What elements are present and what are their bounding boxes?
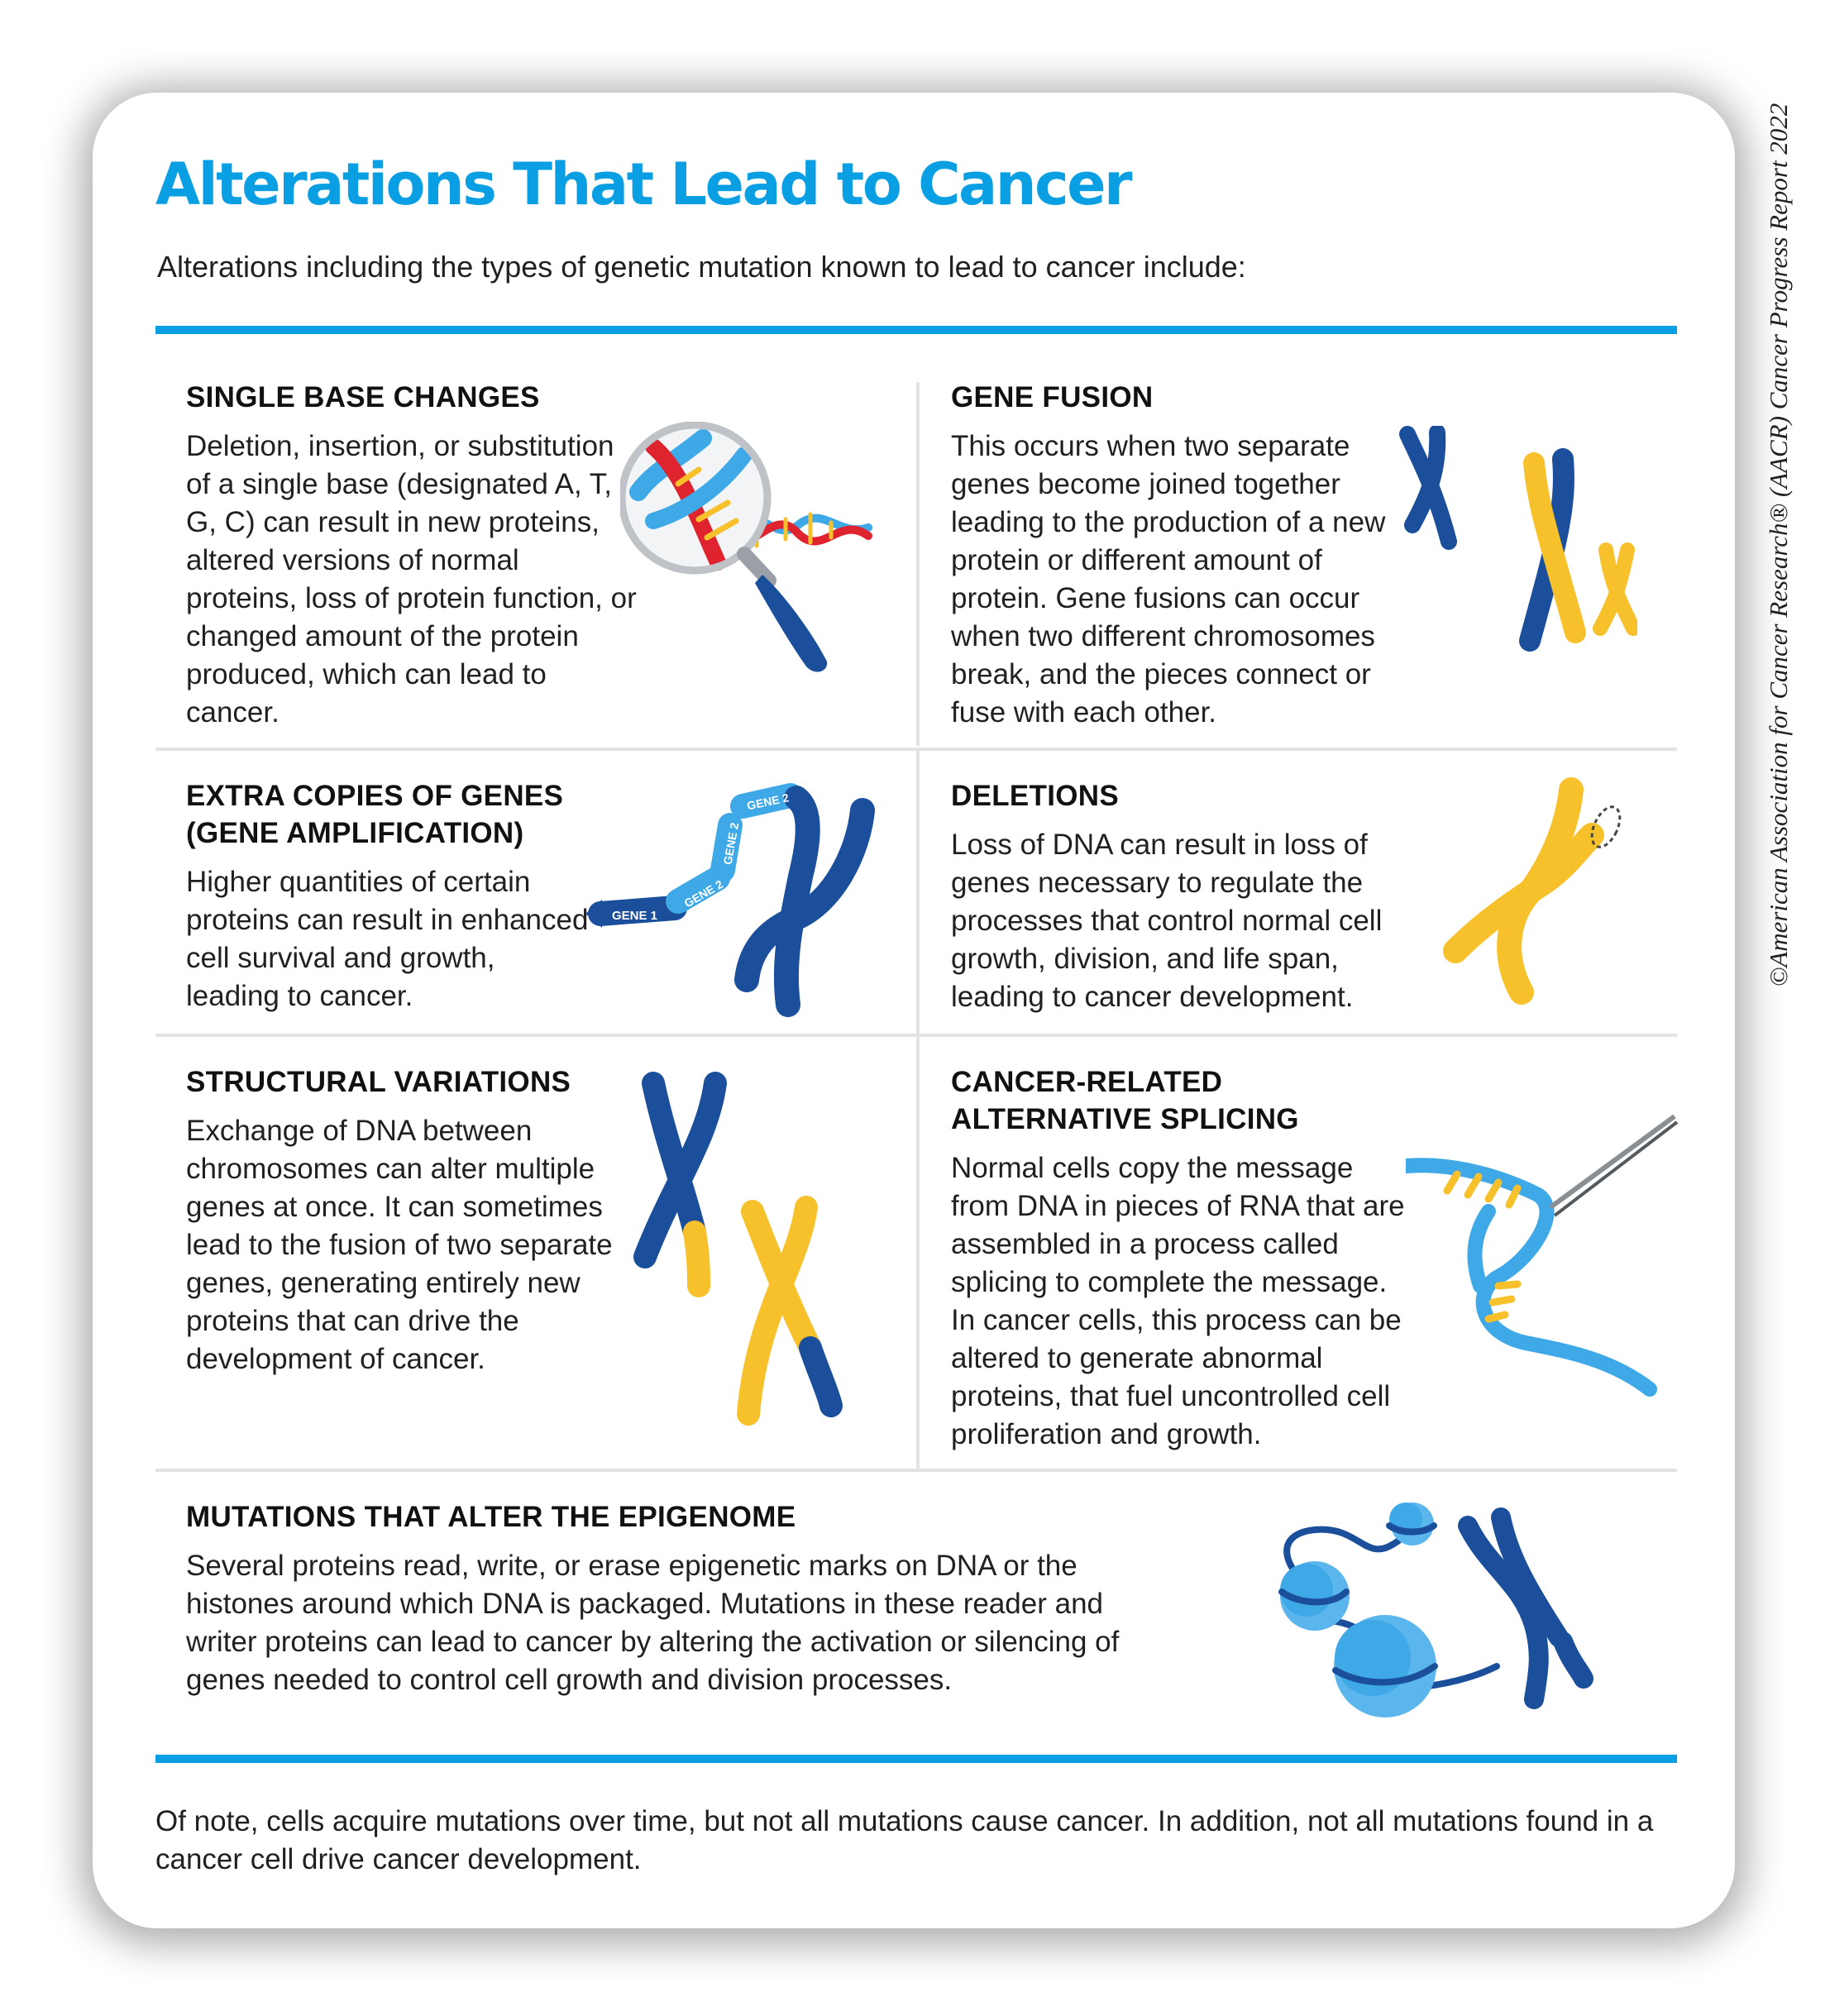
section-heading: MUTATIONS THAT ALTER THE EPIGENOME [186, 1501, 796, 1533]
bottom-blue-rule [155, 1755, 1677, 1763]
section-body: Deletion, insertion, or substitution of a single base (designated A, T, G, C) can result in new proteins, altered versions of normal proteins, loss of protein function, or changed amount of the protein produced, which can lead to cancer. [186, 430, 637, 729]
page-title: Alterations That Lead to Cancer [155, 150, 1131, 218]
section-single-base-changes [186, 379, 637, 732]
intro-text: Alterations including the types of genetic mutation known to lead to cancer include: [157, 250, 1246, 284]
epigenome-histones-icon [1249, 1501, 1596, 1728]
section-body: Exchange of DNA between chromosomes can alter multiple genes at once. It can sometimes lead to the fusion of two separate genes, generating entirely new proteins that can drive the development of cancer. [186, 1115, 613, 1375]
section-body: Loss of DNA can result in loss of genes necessary to regulate the processes that control normal cell growth, division, and life span, leading to cancer development. [951, 829, 1383, 1013]
section-heading: CANCER-RELATED ALTERNATIVE SPLICING [951, 1066, 1299, 1135]
gene-1-label: GENE 1 [612, 909, 658, 923]
section-heading: EXTRA COPIES OF GENES (GENE AMPLIFICATION) [186, 780, 564, 849]
section-epigenome [186, 1498, 1178, 1699]
top-blue-rule [155, 326, 1677, 334]
structural-variation-chromosomes-icon [616, 1067, 889, 1439]
section-heading: STRUCTURAL VARIATIONS [186, 1066, 571, 1098]
footer-note: Of note, cells acquire mutations over time, but not all mutations cause cancer. In addition, not all mutations found in a cancer cell drive cancer development. [155, 1805, 1654, 1875]
section-body: Normal cells copy the message from DNA in pieces of RNA that are assembled in a process called splicing to complete the message. In cancer cells, this process can be altered to generate abnormal proteins, that fuel uncontrolled cell proliferation and growth. [951, 1152, 1405, 1450]
chromosome-deletion-icon [1431, 773, 1629, 1005]
section-gene-fusion [951, 379, 1402, 732]
column-divider [916, 1037, 920, 1469]
column-divider [916, 382, 920, 746]
column-divider [916, 751, 920, 1034]
section-gene-amplification [186, 777, 591, 1015]
section-body: Higher quantities of certain proteins can result in enhanced cell survival and growth, leading to cancer. [186, 866, 589, 1012]
section-alternative-splicing [951, 1063, 1414, 1454]
section-heading: GENE FUSION [951, 381, 1154, 413]
gene-2-label: GENE 2 [720, 821, 742, 866]
chromosomes-fusion-icon [1398, 426, 1637, 674]
gene-2-label: GENE 2 [745, 791, 791, 813]
section-body: Several proteins read, write, or erase epigenetic marks on DNA or the histones around which DNA is packaged. Mutations in these reader and writer proteins can lead to cancer by altering the activation or silencing of genes needed to control cell growth and division processes. [186, 1550, 1120, 1696]
copyright-note [1756, 94, 1802, 996]
section-structural-variations [186, 1063, 616, 1378]
magnifying-glass-dna-icon [620, 422, 877, 678]
rna-splicing-tweezers-icon [1406, 1112, 1679, 1397]
section-deletions [951, 777, 1414, 1016]
row-divider [155, 1469, 1677, 1472]
copyright-text: ©American Association for Cancer Research® (AACR) Cancer Progress Report 2022 [1764, 103, 1793, 987]
section-heading: SINGLE BASE CHANGES [186, 381, 540, 413]
section-body: This occurs when two separate genes become joined together leading to the production of a new protein or different amount of protein. Gene fusions can occur when two different chromosomes break, and the pieces connect or fuse with each other. [951, 430, 1386, 729]
section-heading: DELETIONS [951, 780, 1119, 812]
gene-amplification-icon [585, 777, 883, 1017]
gene-2-label: GENE 2 [681, 877, 725, 910]
